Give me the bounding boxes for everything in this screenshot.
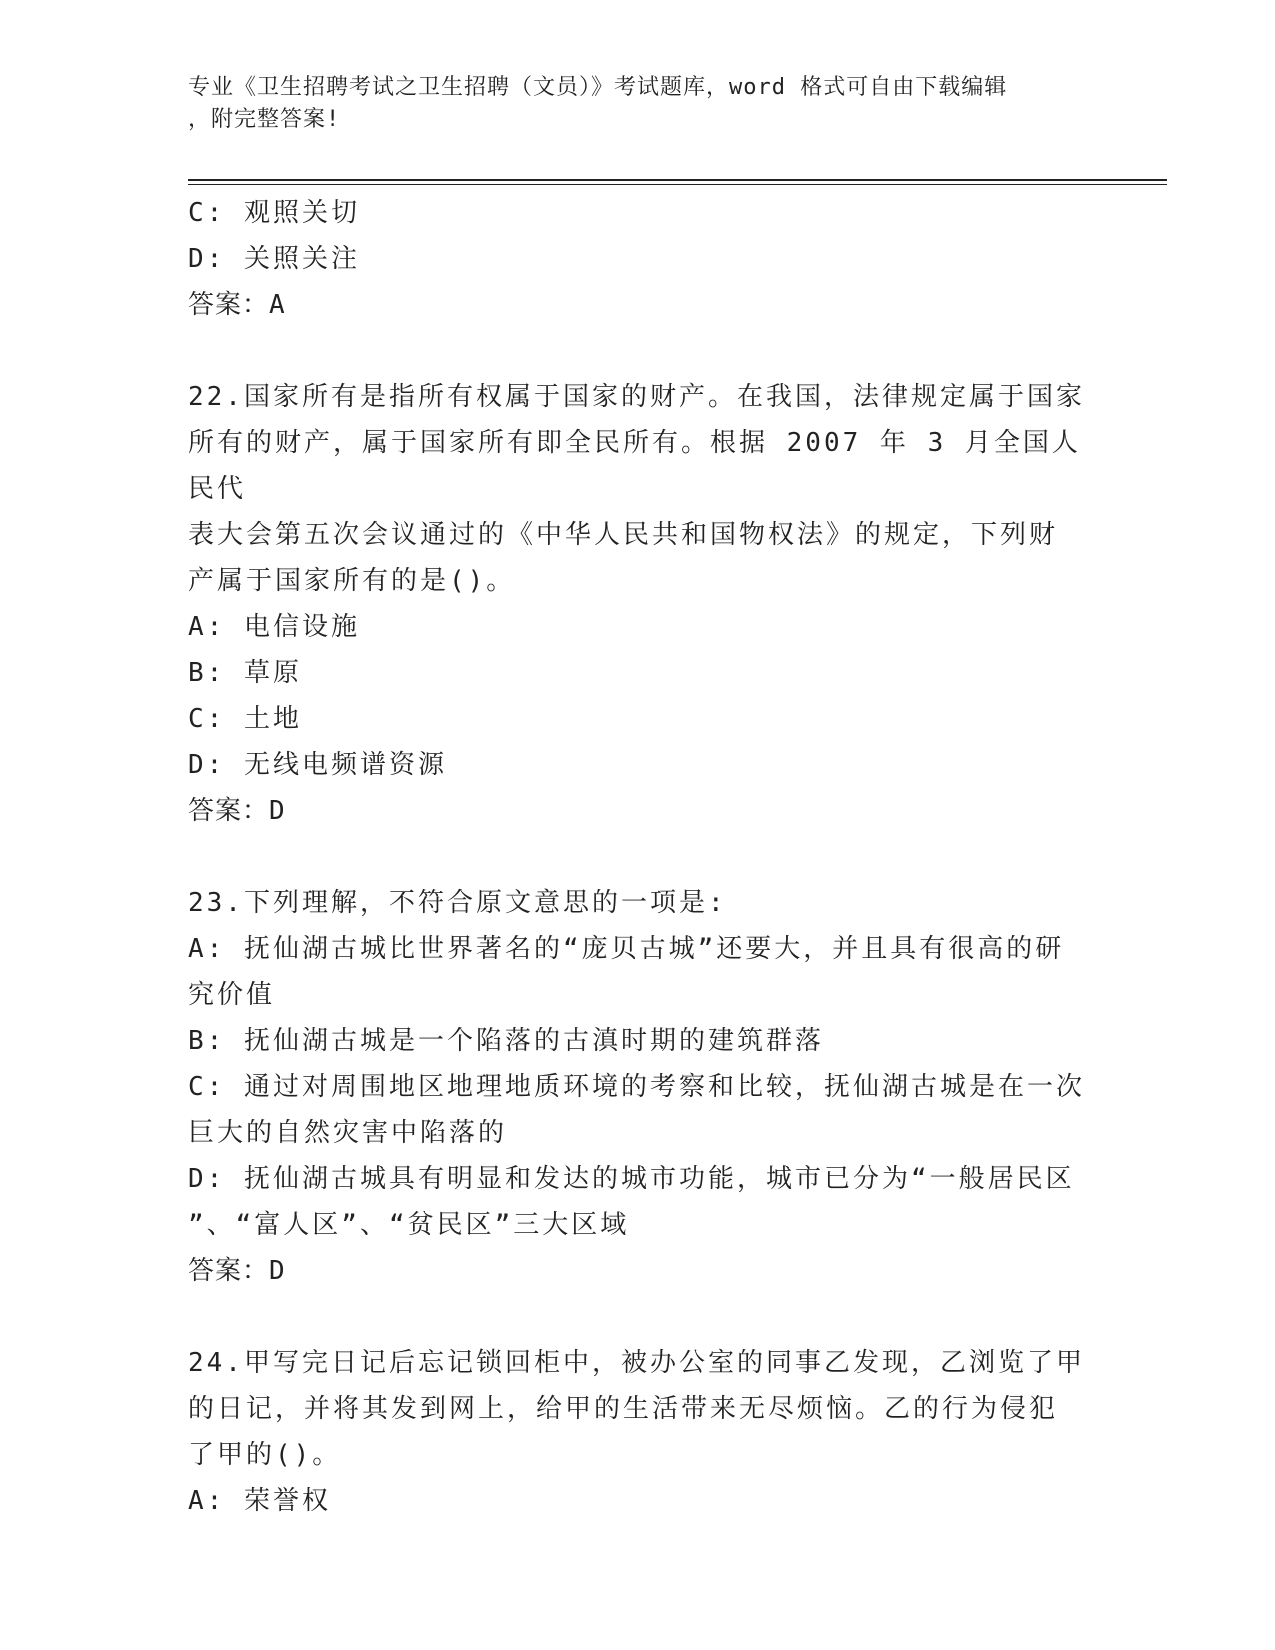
question-text: 所有的财产，属于国家所有即全民所有。根据 2007 年 3 月全国人民代 xyxy=(188,428,1081,504)
question-text: 产属于国家所有的是()。 xyxy=(188,566,516,596)
option-d: D: 关照关注 xyxy=(188,244,360,274)
answer-line: 答案：A xyxy=(188,290,286,320)
option-c: C: 观照关切 xyxy=(188,198,360,228)
answer-line: 答案：D xyxy=(188,796,286,826)
spacer xyxy=(188,1294,1088,1340)
option-c: C: 通过对周围地区地理地质环境的考察和比较，抚仙湖古城是在一次 xyxy=(188,1072,1085,1102)
document-body xyxy=(188,190,1088,1524)
option-a: A: 电信设施 xyxy=(188,612,360,642)
header-divider-thin xyxy=(188,184,1167,185)
answer-line: 答案：D xyxy=(188,1256,286,1286)
question-22 xyxy=(188,374,1088,834)
option-d-continued: ”、“富人区”、“贫民区”三大区域 xyxy=(188,1210,630,1240)
option-c-continued: 巨大的自然灾害中陷落的 xyxy=(188,1118,508,1148)
header-divider xyxy=(188,179,1167,181)
question-23 xyxy=(188,880,1088,1294)
question-21-tail xyxy=(188,190,1088,328)
question-text: 的日记，并将其发到网上，给甲的生活带来无尽烦恼。乙的行为侵犯 xyxy=(188,1394,1059,1424)
option-c: C: 土地 xyxy=(188,704,302,734)
question-text: 表大会第五次会议通过的《中华人民共和国物权法》的规定，下列财 xyxy=(188,520,1059,550)
option-a: A: 抚仙湖古城比世界著名的“庞贝古城”还要大，并且具有很高的研 xyxy=(188,934,1065,964)
question-text: 了甲的()。 xyxy=(188,1440,342,1470)
spacer xyxy=(188,834,1088,880)
option-b: B: 草原 xyxy=(188,658,302,688)
question-text: 23.下列理解，不符合原文意思的一项是: xyxy=(188,888,727,918)
question-24 xyxy=(188,1340,1088,1524)
header-line: 专业《卫生招聘考试之卫生招聘（文员）》考试题库，word 格式可自由下载编辑 xyxy=(188,75,1008,100)
option-a: A: 荣誉权 xyxy=(188,1486,331,1516)
header-line: ，附完整答案! xyxy=(188,107,341,132)
question-text: 22.国家所有是指所有权属于国家的财产。在我国，法律规定属于国家 xyxy=(188,382,1085,412)
spacer xyxy=(188,328,1088,374)
option-b: B: 抚仙湖古城是一个陷落的古滇时期的建筑群落 xyxy=(188,1026,824,1056)
question-text: 24.甲写完日记后忘记锁回柜中，被办公室的同事乙发现，乙浏览了甲 xyxy=(188,1348,1085,1378)
option-d: D: 无线电频谱资源 xyxy=(188,750,447,780)
page-header xyxy=(188,72,1088,136)
option-d: D: 抚仙湖古城具有明显和发达的城市功能，城市已分为“一般居民区 xyxy=(188,1164,1075,1194)
option-a-continued: 究价值 xyxy=(188,980,276,1010)
